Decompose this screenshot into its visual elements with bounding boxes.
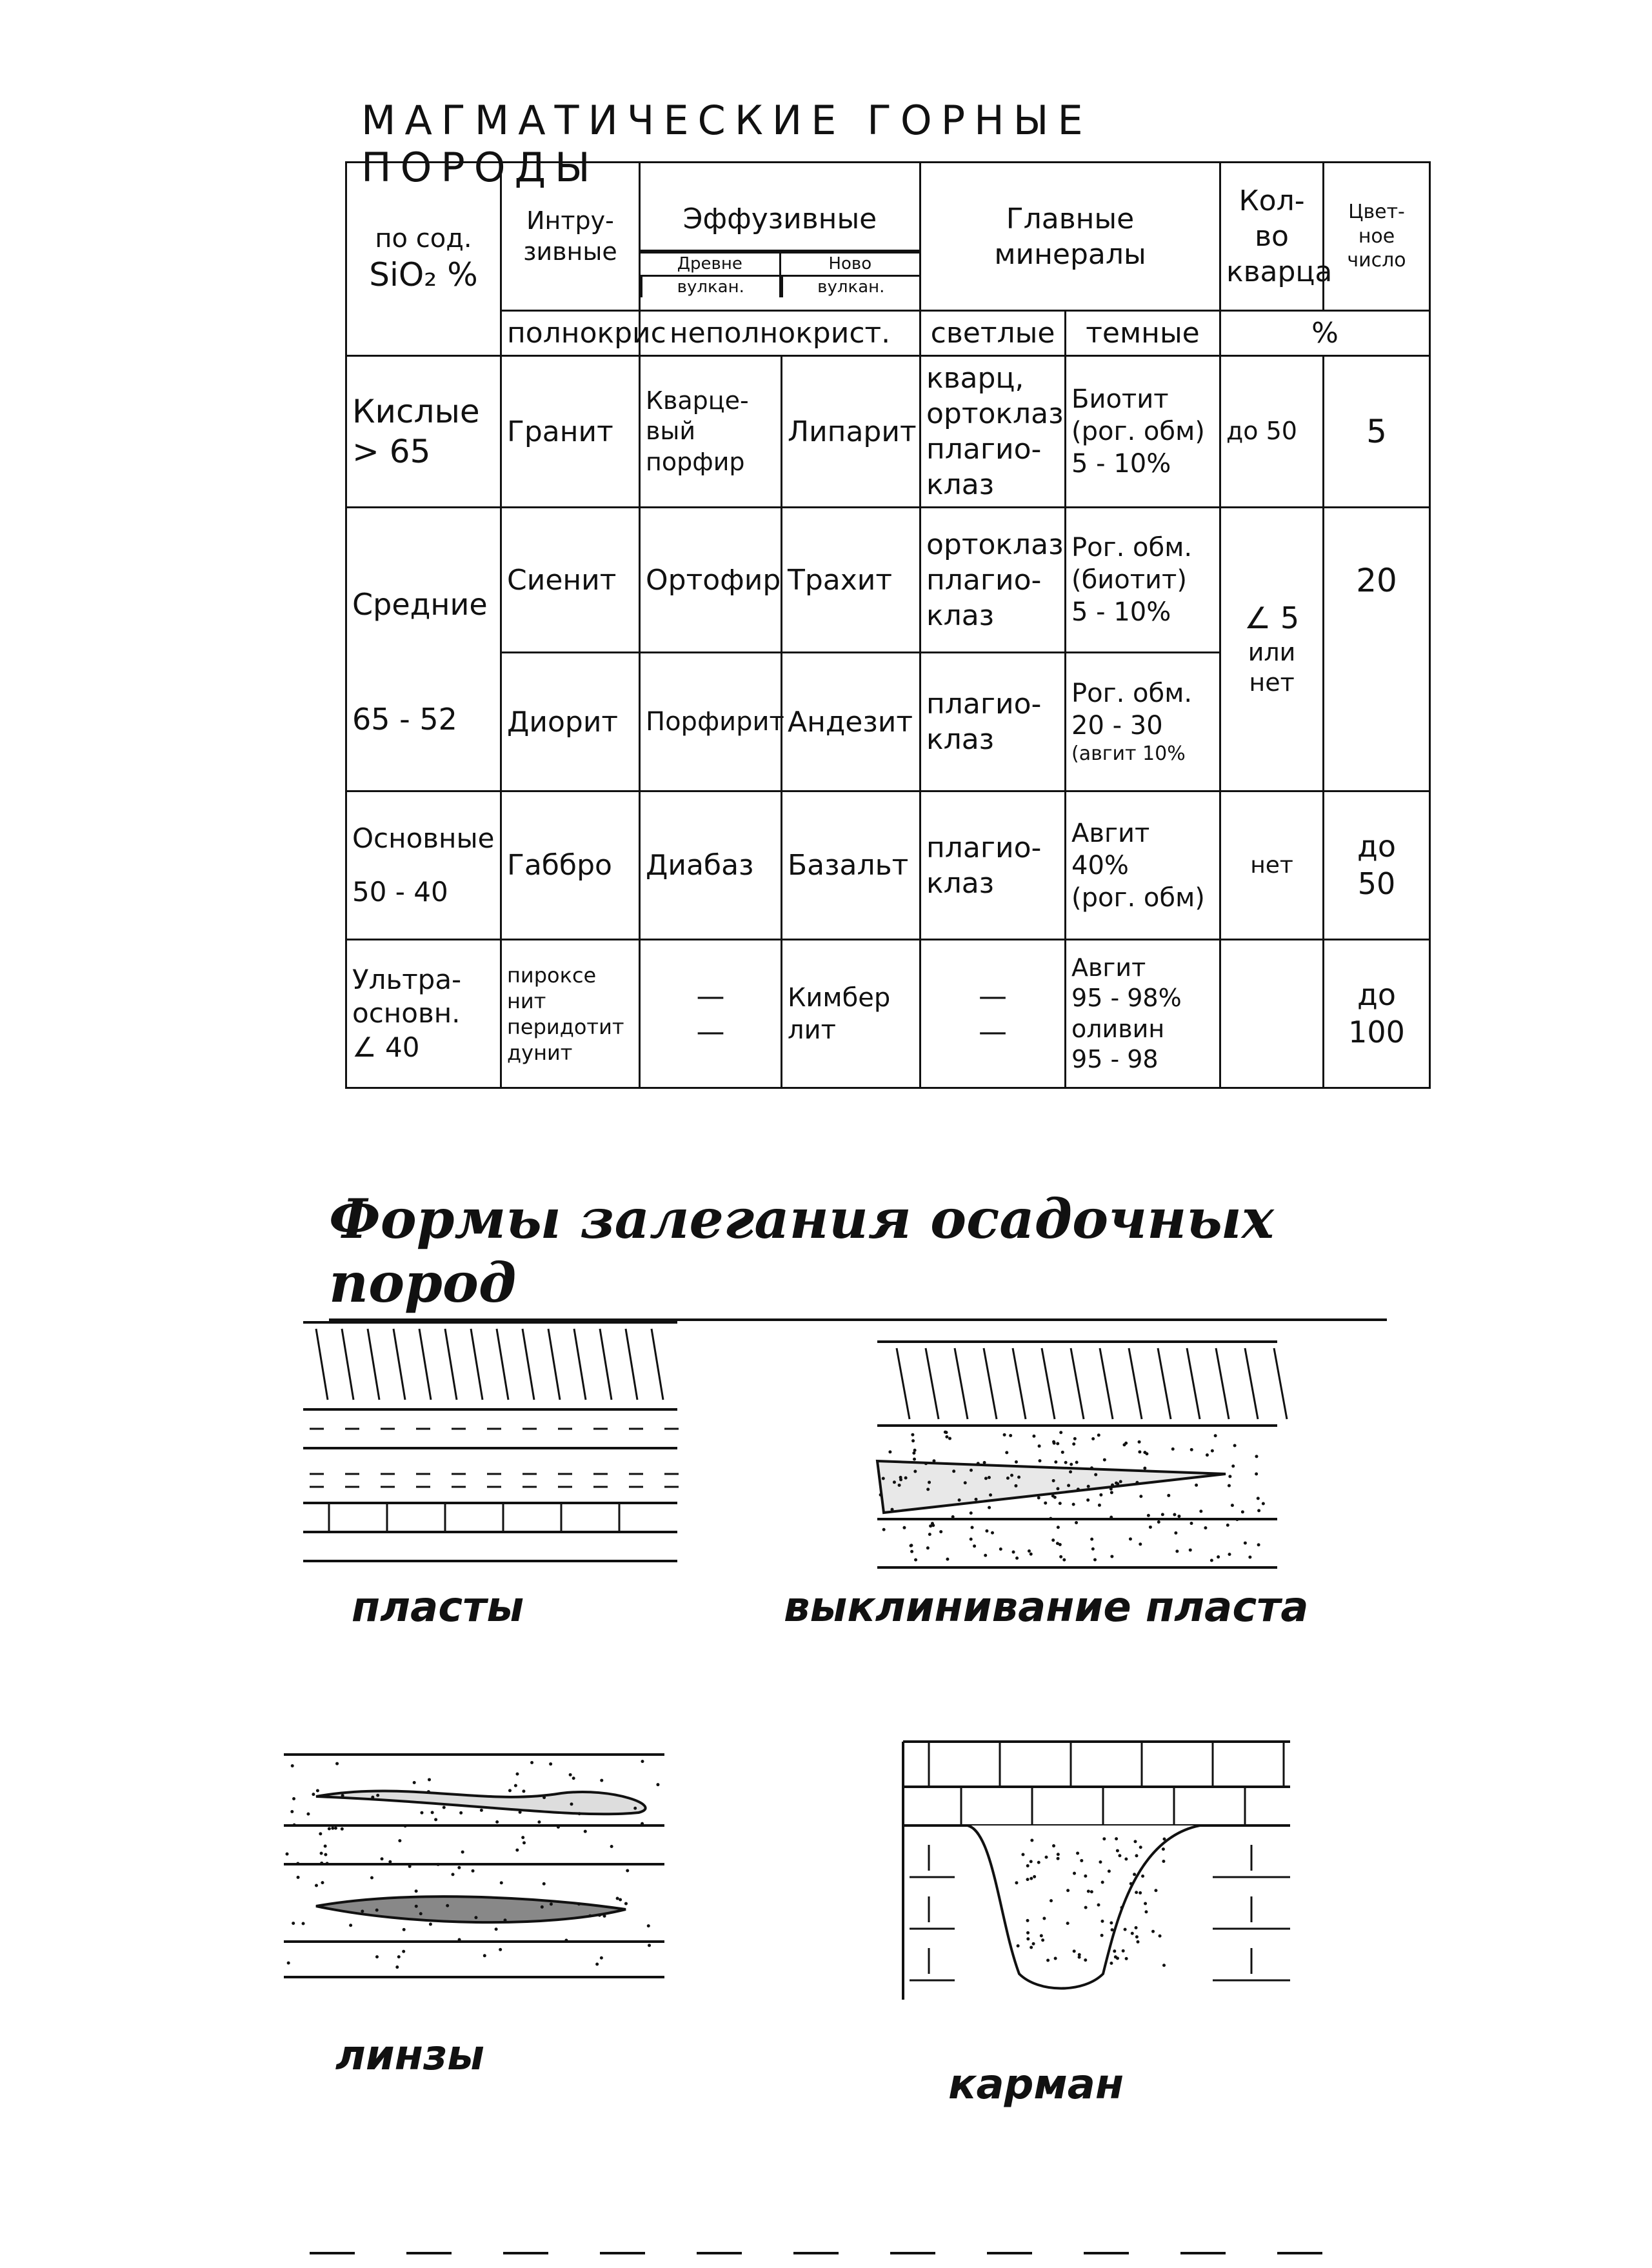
caption-layers: пласты (352, 1584, 524, 1631)
syenite-light: ортоклаз плагио- клаз (921, 508, 1066, 653)
acid-intrusive: Гранит (501, 356, 640, 508)
group-acid: Кислые > 65 (346, 356, 501, 508)
lenses-diagram (277, 1742, 677, 1993)
header-dark-minerals: темные (1066, 311, 1220, 356)
ultrabasic-light: — — (921, 940, 1066, 1088)
bottom-dashes (310, 2251, 1342, 2255)
syenite-new: Трахит (782, 508, 921, 653)
diorite-old: Порфирит (640, 653, 782, 791)
basic-light: плагио- клаз (921, 791, 1066, 940)
middle-quartz: ∠ 5 или нет (1220, 508, 1324, 791)
layers-diagram (290, 1309, 690, 1580)
acid-new: Липарит (782, 356, 921, 508)
ultrabasic-old: — — (640, 940, 782, 1088)
caption-lenses: линзы (335, 2032, 484, 2080)
header-quartz-amount: Кол-во кварца (1220, 163, 1324, 311)
igneous-rocks-table (345, 161, 1431, 1089)
diorite-dark: Рог. обм. 20 - 30 (авгит 10% (1066, 653, 1220, 791)
acid-old: Кварце- вый порфир (640, 356, 782, 508)
header-sio2: по сод. SiO₂ % (346, 163, 501, 356)
group-basic: Основные 50 - 40 (346, 791, 501, 940)
header-color-index: Цвет- ное число (1324, 163, 1430, 311)
diorite-new: Андезит (782, 653, 921, 791)
header-main-minerals: Главные минералы (921, 163, 1220, 311)
pocket-diagram (890, 1729, 1303, 2013)
syenite-dark: Рог. обм. (биотит) 5 - 10% (1066, 508, 1220, 653)
diorite-light: плагио- клаз (921, 653, 1066, 791)
diorite-color (1324, 653, 1430, 791)
table-row (346, 508, 1430, 653)
ultrabasic-quartz (1220, 940, 1324, 1088)
basic-quartz: нет (1220, 791, 1324, 940)
basic-color: до 50 (1324, 791, 1430, 940)
basic-intrusive: Габбро (501, 791, 640, 940)
syenite-old: Ортофир (640, 508, 782, 653)
middle-color: 20 (1324, 508, 1430, 653)
acid-quartz: до 50 (1220, 356, 1324, 508)
header-incomplete-cryst: неполнокрист. (640, 311, 921, 356)
group-ultrabasic: Ультра- основн. ∠ 40 (346, 940, 501, 1088)
caption-pinchout: выклинивание пласта (784, 1584, 1309, 1631)
sedimentary-title: Формы залегания осадочных пород (329, 1187, 1387, 1321)
header-full-cryst: полнокрис (501, 311, 640, 356)
ultrabasic-color: до 100 (1324, 940, 1430, 1088)
ultrabasic-new: Кимбер лит (782, 940, 921, 1088)
acid-color: 5 (1324, 356, 1430, 508)
diorite-intrusive: Диорит (501, 653, 640, 791)
header-effusive: Эффузивные Древне вулкан. Ново вулкан. (640, 163, 921, 311)
table-row (346, 791, 1430, 940)
acid-dark: Биотит (рог. обм) 5 - 10% (1066, 356, 1220, 508)
ultrabasic-intrusive: пироксе нит перидотит дунит (501, 940, 640, 1088)
header-intrusive: Интру- зивные (501, 163, 640, 311)
basic-old: Диабаз (640, 791, 782, 940)
caption-pocket: карман (948, 2061, 1124, 2109)
acid-light: кварц, ортоклаз плагио- клаз (921, 356, 1066, 508)
group-middle: Средние 65 - 52 (346, 508, 501, 791)
pinchout-diagram (864, 1329, 1303, 1580)
table-row (346, 940, 1430, 1088)
header-percent: % (1220, 311, 1430, 356)
basic-dark: Авгит 40% (рог. обм) (1066, 791, 1220, 940)
syenite-intrusive: Сиенит (501, 508, 640, 653)
basic-new: Базальт (782, 791, 921, 940)
header-light-minerals: светлые (921, 311, 1066, 356)
table-row (346, 356, 1430, 508)
page-title: МАГМАТИЧЕСКИЕ ГОРНЫЕ ПОРОДЫ (361, 97, 1092, 191)
ultrabasic-dark: Авгит 95 - 98% оливин 95 - 98 (1066, 940, 1220, 1088)
